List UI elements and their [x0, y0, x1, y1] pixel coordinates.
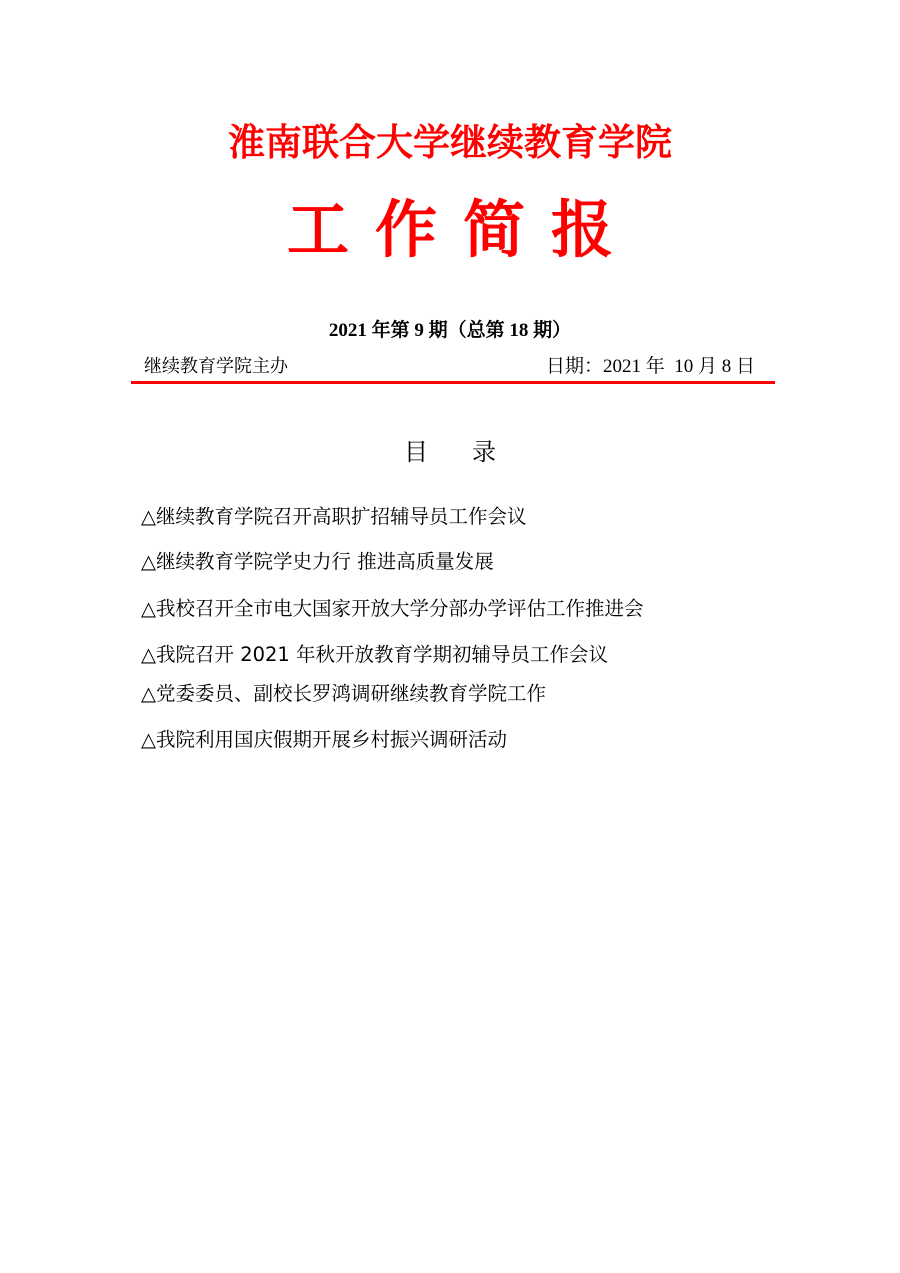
toc-item[interactable]: △我校召开全市电大国家开放大学分部办学评估工作推进会: [141, 597, 644, 620]
bulletin-title: 工作简报: [286, 193, 639, 266]
publish-date: 日期：2021 年 10 月 8 日: [545, 356, 755, 377]
toc-title: 目录: [404, 438, 540, 466]
toc-item[interactable]: △继续教育学院学史力行 推进高质量发展: [141, 550, 494, 573]
toc-item[interactable]: △我院召开 2021 年秋开放教育学期初辅导员工作会议: [141, 643, 609, 666]
toc-item[interactable]: △继续教育学院召开高职扩招辅导员工作会议: [141, 505, 527, 528]
toc-item[interactable]: △党委委员、副校长罗鸿调研继续教育学院工作: [141, 682, 546, 705]
organization-title: 淮南联合大学继续教育学院: [228, 121, 672, 164]
toc-item[interactable]: △我院利用国庆假期开展乡村振兴调研活动: [141, 728, 507, 751]
header-divider: [131, 381, 775, 384]
sponsor-label: 继续教育学院主办: [144, 356, 288, 377]
issue-number: 2021 年第 9 期（总第 18 期）: [328, 320, 572, 341]
